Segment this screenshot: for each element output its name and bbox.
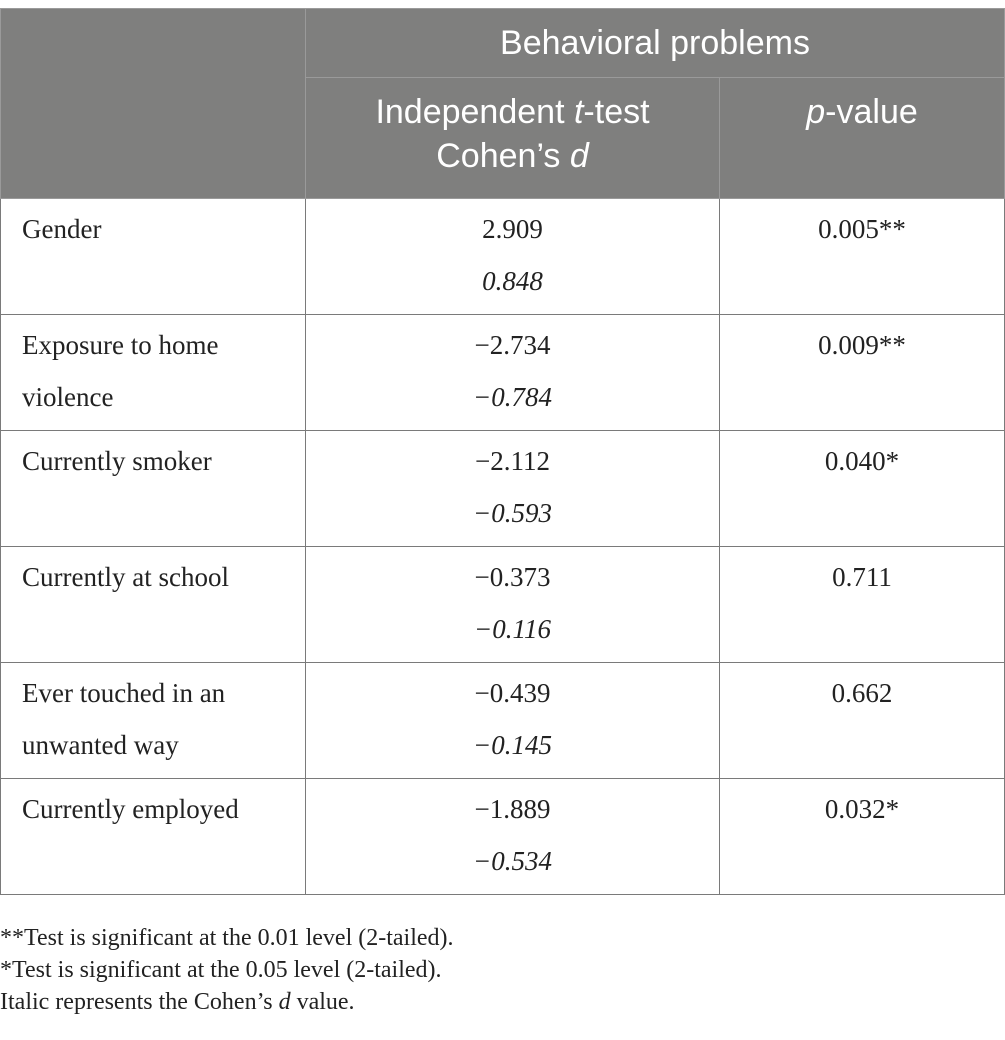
t-value: −2.734 [474,330,551,360]
p-value: 0.711 [720,547,1005,663]
row-label: Currently smoker [1,431,306,547]
t-value: −0.373 [474,562,551,592]
t-test-cell [306,431,720,547]
t-value: 2.909 [482,214,543,244]
t-test-cell [306,199,720,315]
t-test-cell [306,315,720,431]
p-value: 0.040* [720,431,1005,547]
t-test-cell [306,779,720,895]
t-value: −0.439 [474,678,551,708]
table-row [1,663,1005,779]
row-label: Gender [1,199,306,315]
table-row [1,779,1005,895]
footnote-single-star: *Test is significant at the 0.05 level (2-tailed). [0,957,442,983]
cohen-d-value: 0.848 [482,266,543,296]
table-footnotes [0,922,454,1018]
header-blank-cell [1,9,306,199]
cohen-d-value: −0.145 [473,730,552,760]
table-row [1,431,1005,547]
results-table [0,8,1005,895]
p-value: 0.032* [720,779,1005,895]
table-row [1,315,1005,431]
t-value: −1.889 [474,794,551,824]
t-test-cell [306,547,720,663]
header-ttest-label: Independent t-test [375,93,650,131]
cohen-d-value: −0.116 [474,614,551,644]
cohen-d-value: −0.784 [473,382,552,412]
header-group-title: Behavioral problems [306,9,1005,78]
row-label: Currently at school [1,547,306,663]
table-row [1,547,1005,663]
cohen-d-value: −0.593 [473,498,552,528]
footnote-italic: Italic represents the Cohen’s d value. [0,989,355,1015]
t-test-cell [306,663,720,779]
table-row [1,199,1005,315]
header-cohen-label: Cohen’s d [436,137,589,175]
header-p-value: p-value [720,78,1005,199]
header-ttest-cohen [306,78,720,199]
p-value: 0.009** [720,315,1005,431]
t-value: −2.112 [475,446,550,476]
p-value: 0.662 [720,663,1005,779]
footnote-double-star: **Test is significant at the 0.01 level (2-tailed). [0,925,454,951]
row-label: Exposure to home violence [1,315,306,431]
row-label: Currently employed [1,779,306,895]
cohen-d-value: −0.534 [473,846,552,876]
p-value: 0.005** [720,199,1005,315]
row-label: Ever touched in an unwanted way [1,663,306,779]
